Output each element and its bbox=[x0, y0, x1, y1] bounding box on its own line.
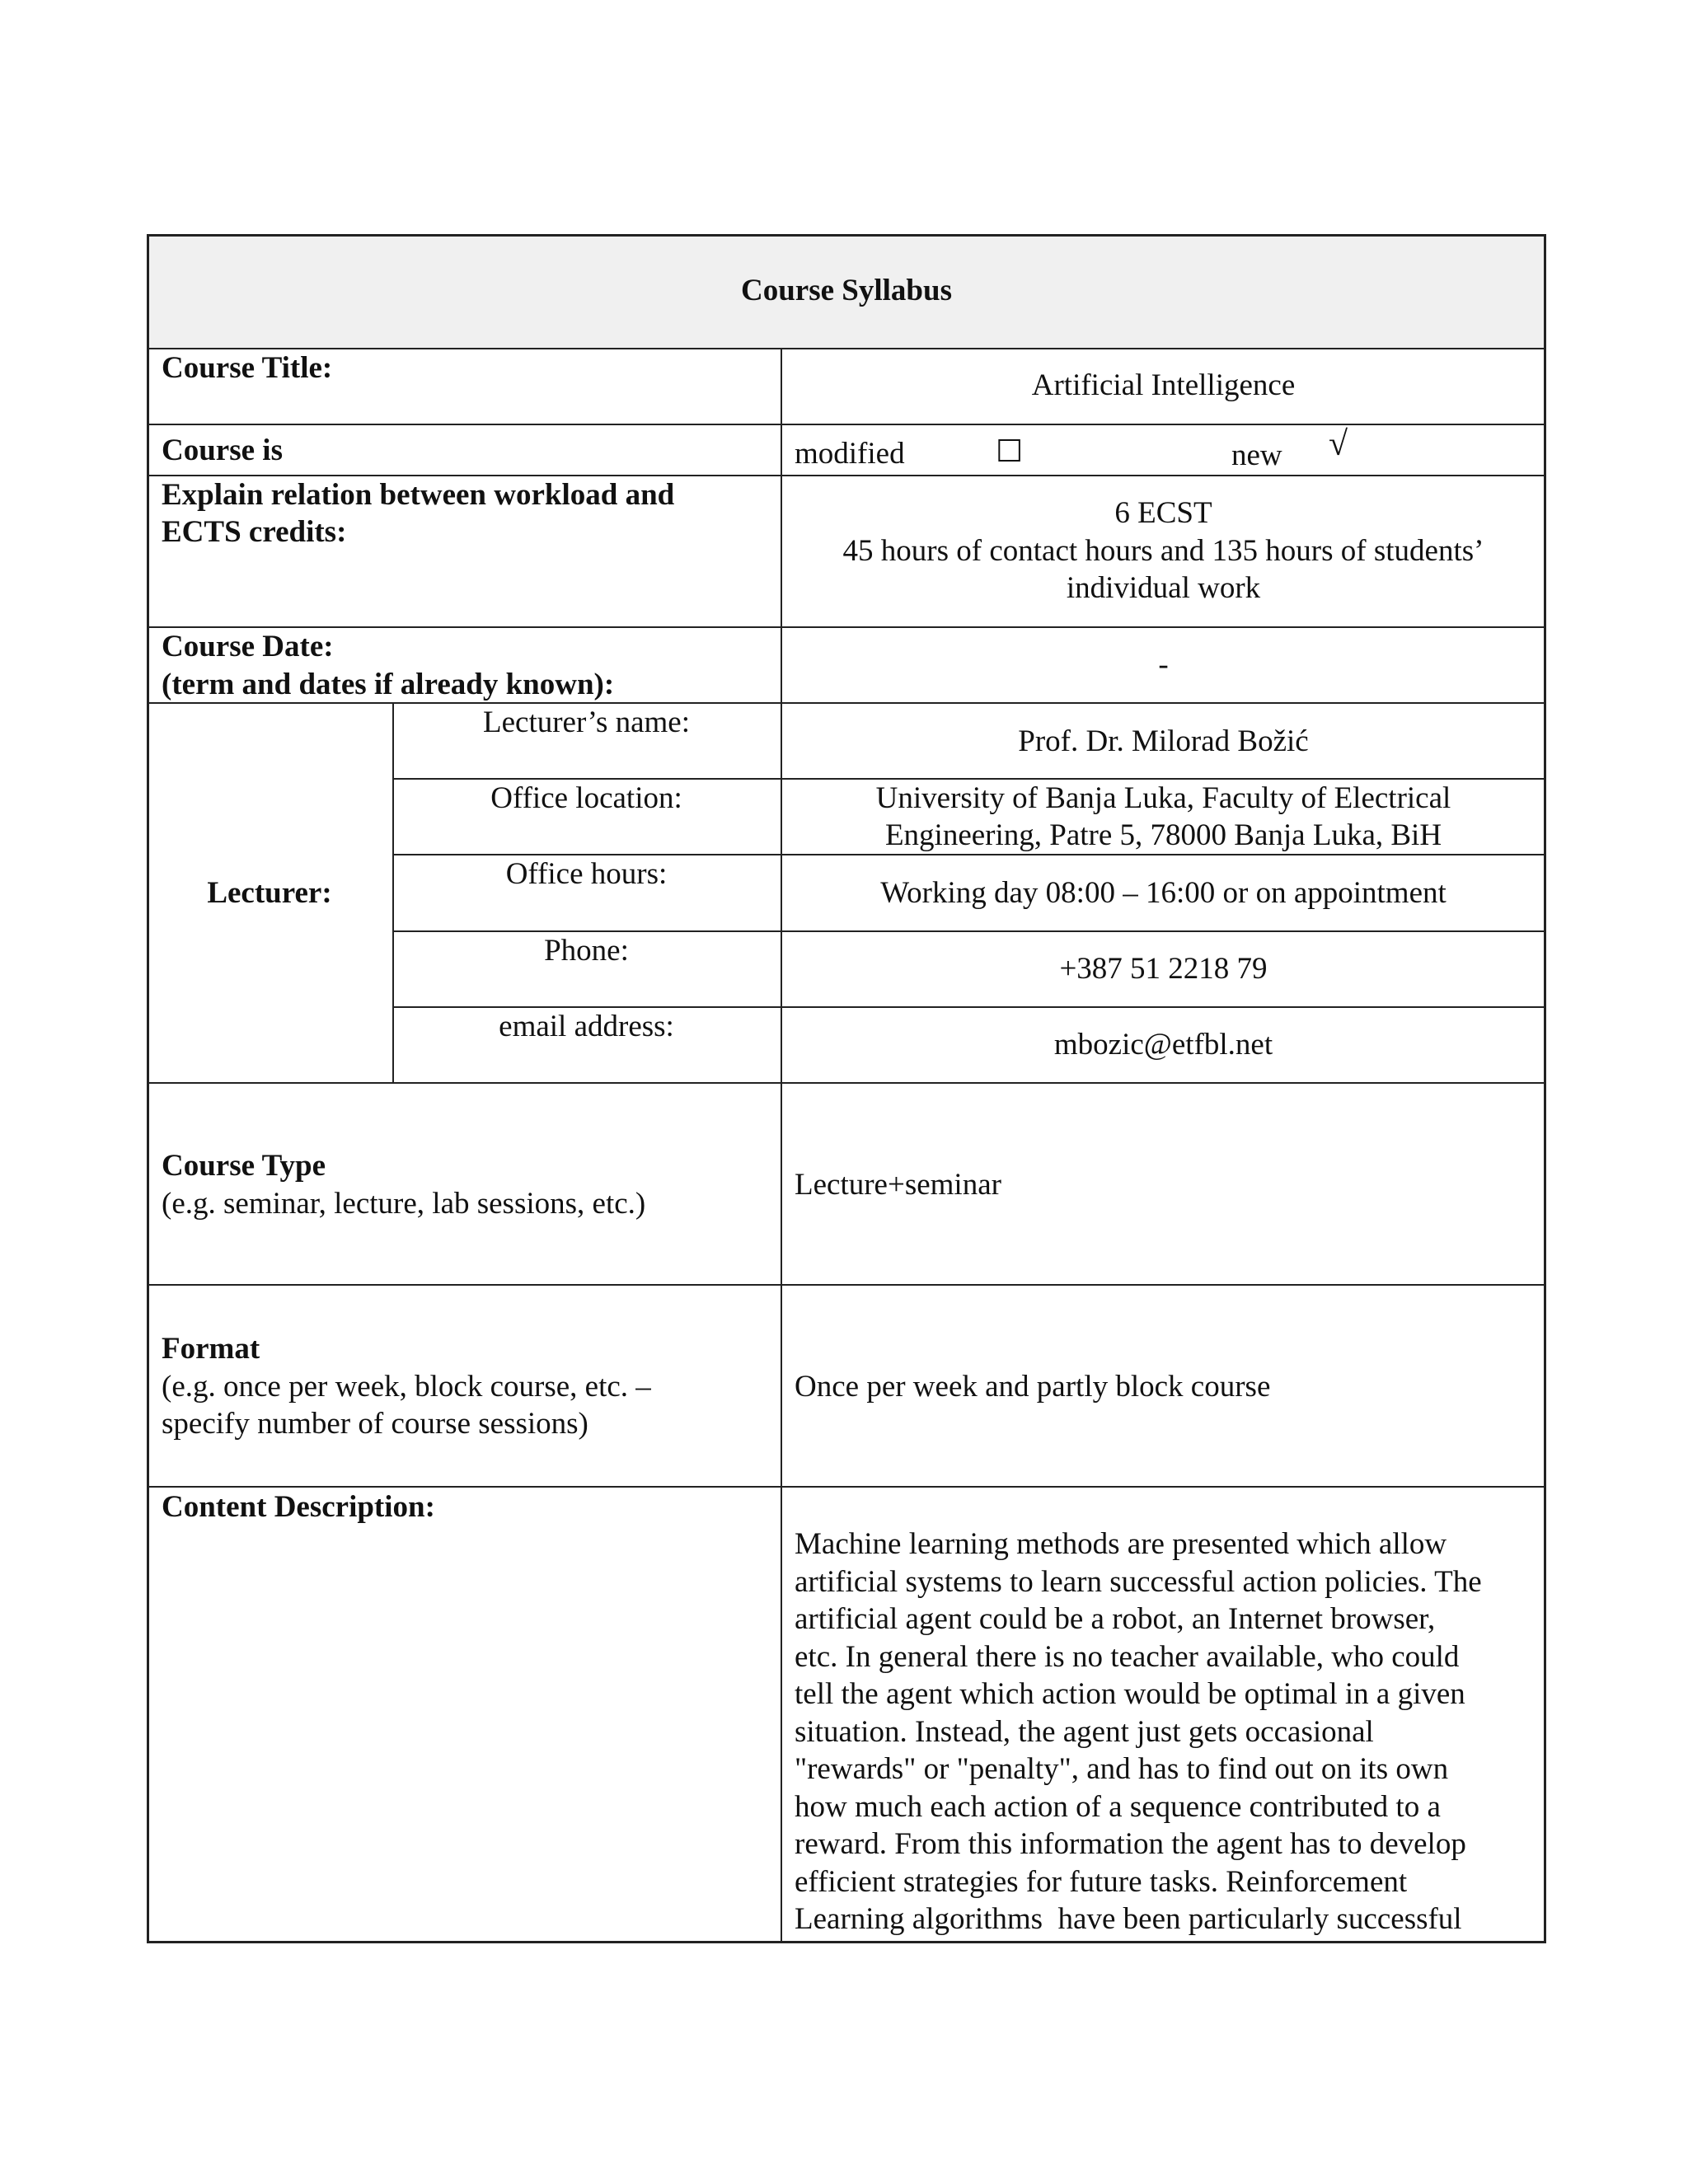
course-title-label: Course Title: bbox=[162, 351, 333, 385]
content-line: "rewards" or "penalty", and has to find out on its own bbox=[795, 1752, 1449, 1786]
phone-label: Phone: bbox=[544, 934, 629, 968]
format-hint-line2: specify number of course sessions) bbox=[162, 1407, 588, 1441]
content-line: how much each action of a sequence contributed to a bbox=[795, 1789, 1441, 1824]
format-value: Once per week and partly block course bbox=[795, 1370, 1271, 1404]
course-date-value: - bbox=[1158, 648, 1169, 682]
modified-option-label: modified bbox=[795, 437, 905, 471]
course-type-hint: (e.g. seminar, lecture, lab sessions, etc.) bbox=[162, 1187, 646, 1221]
course-type-value: Lecture+seminar bbox=[795, 1168, 1001, 1202]
workload-value-line3: individual work bbox=[1066, 571, 1261, 605]
format-label: Format bbox=[162, 1332, 260, 1366]
content-line: artificial agent could be a robot, an Internet browser, bbox=[795, 1602, 1436, 1636]
content-line: efficient strategies for future tasks. Reinforcement bbox=[795, 1864, 1408, 1899]
workload-value-line2: 45 hours of contact hours and 135 hours of students’ bbox=[842, 534, 1484, 568]
office-location-line2: Engineering, Patre 5, 78000 Banja Luka, BiH bbox=[884, 818, 1442, 852]
office-hours-value: Working day 08:00 – 16:00 or on appointment bbox=[880, 876, 1447, 910]
lecturer-label: Lecturer: bbox=[207, 876, 332, 910]
new-checkmark-icon: √ bbox=[1329, 425, 1348, 463]
content-description-label: Content Description: bbox=[162, 1490, 435, 1524]
office-location-label: Office location: bbox=[490, 781, 682, 815]
content-line: tell the agent which action would be optimal in a given bbox=[795, 1677, 1465, 1711]
format-hint-line1: (e.g. once per week, block course, etc. – bbox=[162, 1370, 651, 1404]
lecturer-name-label: Lecturer’s name: bbox=[483, 705, 690, 739]
page-title: Course Syllabus bbox=[741, 274, 952, 307]
content-line: artificial systems to learn successful action policies. The bbox=[795, 1564, 1482, 1599]
workload-label-line1: Explain relation between workload and bbox=[162, 478, 675, 512]
modified-checkbox: ☐ bbox=[996, 435, 1024, 469]
content-line: Machine learning methods are presented which allow bbox=[795, 1527, 1447, 1561]
phone-value: +387 51 2218 79 bbox=[1059, 952, 1268, 986]
content-line: situation. Instead, the agent just gets occasional bbox=[795, 1714, 1374, 1749]
content-line: Learning algorithms have been particularly successful bbox=[795, 1902, 1462, 1936]
office-location-line1: University of Banja Luka, Faculty of Electrical bbox=[875, 781, 1451, 815]
content-line: reward. From this information the agent has to develop bbox=[795, 1827, 1466, 1861]
workload-value-line1: 6 ECST bbox=[1114, 496, 1212, 530]
content-line: etc. In general there is no teacher available, who could bbox=[795, 1639, 1460, 1674]
content-description-text bbox=[795, 1526, 1540, 1938]
new-option-label: new bbox=[1231, 438, 1282, 472]
course-date-label-line1: Course Date: bbox=[162, 630, 334, 663]
course-title-value: Artificial Intelligence bbox=[1031, 368, 1296, 402]
course-type-label: Course Type bbox=[162, 1149, 326, 1183]
course-is-label: Course is bbox=[162, 434, 283, 467]
email-value: mbozic@etfbl.net bbox=[1053, 1028, 1273, 1062]
workload-label-line2: ECTS credits: bbox=[162, 515, 347, 549]
office-hours-label: Office hours: bbox=[505, 857, 668, 891]
email-label: email address: bbox=[499, 1010, 674, 1043]
course-date-label-line2: (term and dates if already known): bbox=[162, 668, 615, 701]
lecturer-name-value: Prof. Dr. Milorad Božić bbox=[1018, 724, 1309, 758]
